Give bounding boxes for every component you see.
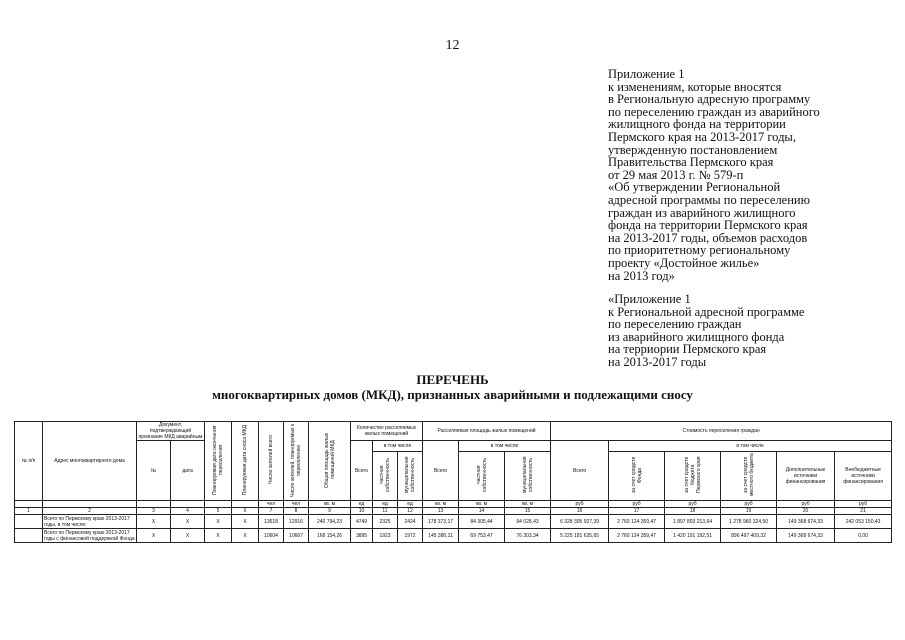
col-number: 3 [137, 508, 171, 515]
table-cell: 1972 [398, 529, 423, 543]
table-cell: 69 753,47 [459, 529, 505, 543]
header-local: за счет средств местного бюджета [721, 452, 777, 501]
header-document: Документ, подтверждающий признание МКД аварийным [138, 422, 203, 440]
appendix-line: в Региональную адресную программу [608, 92, 811, 107]
table-cell: 76 303,34 [505, 529, 551, 543]
title-line-1: ПЕРЕЧЕНЬ [416, 372, 489, 387]
table-cell: 2325 [373, 515, 398, 529]
col-number: 5 [205, 508, 232, 515]
title-line-2: многоквартирных домов (МКД), признанных аварийными и подлежащими сносу [212, 387, 693, 402]
header-cost: Стоимость переселения граждан [551, 422, 892, 441]
table-cell: X [171, 515, 205, 529]
unit-cell: руб [551, 501, 609, 508]
table-cell: 896 497 409,32 [721, 529, 777, 543]
header-doc-no: № [137, 441, 171, 501]
table-cell: 84 305,44 [459, 515, 505, 529]
unit-cell: чел [259, 501, 284, 508]
appendix-line: на терриории Пермского края [608, 342, 767, 357]
table-cell: X [171, 529, 205, 543]
appendix-line: жилищного фонда на территории [608, 117, 786, 132]
page-number: 12 [445, 38, 460, 53]
appendix-line: граждан из аварийного жилищного [608, 205, 796, 220]
col-number: 18 [665, 508, 721, 515]
appendix-line: к Региональной адресной программе [608, 304, 805, 319]
col-number: 14 [459, 508, 505, 515]
table-row [15, 515, 892, 529]
unit-cell: ед [351, 501, 373, 508]
header-area: Общая площадь жилых помещений МКД [309, 422, 351, 501]
col-number: 17 [609, 508, 665, 515]
table-cell: 0,00 [835, 529, 892, 543]
unit-cell [137, 501, 171, 508]
header-area-municipal: муниципальная собственность [505, 452, 551, 501]
header-doc-date: дата [171, 441, 205, 501]
appendix-line: Приложение 1 [608, 67, 685, 81]
header-rooms-private: частная собственность [373, 452, 398, 501]
table-cell: 1 420 191 192,51 [665, 529, 721, 543]
table-row [15, 529, 892, 543]
header-additional: Дополнительные источники финансирования [777, 452, 835, 501]
appendix-line: на 2013 год» [608, 268, 675, 283]
unit-cell: чел [284, 501, 309, 508]
header-rooms-municipal: муниципальная собственность [398, 452, 423, 501]
appendix-line: от 29 мая 2013 г. № 579-п [608, 167, 744, 182]
header-rooms: Количество расселяемых жилых помещений [351, 422, 423, 441]
header-regional: за счет средств бюджета Пермского края [665, 452, 721, 501]
appendix-line: Пермского края на 2013-2017 годы, [608, 129, 796, 144]
header-area-incl: в том числе [459, 441, 551, 452]
table-cell: 178 373,17 [423, 515, 459, 529]
unit-cell: ед [373, 501, 398, 508]
header-no: № п/п [15, 422, 43, 501]
unit-cell: кв. м [423, 501, 459, 508]
table-cell: 149 368 674,33 [777, 515, 835, 529]
col-number: 9 [309, 508, 351, 515]
appendix-block [608, 68, 898, 369]
col-number: 20 [777, 508, 835, 515]
appendix-line: Правительства Пермского края [608, 155, 774, 170]
table-cell [15, 529, 43, 543]
header-plan-relocation: Планируемая дата окончания переселения [205, 422, 232, 501]
table-cell: 240 794,23 [309, 515, 351, 529]
appendix-line: по переселению граждан из аварийного [608, 104, 820, 119]
unit-cell: ед [398, 501, 423, 508]
header-address: Адрес многоквартирного дома [43, 422, 137, 501]
appendix-line: по приоритетному региональному [608, 243, 791, 258]
col-number: 1 [15, 508, 43, 515]
col-number: 2 [43, 508, 137, 515]
header-fund: за счет средств Фонда [609, 452, 665, 501]
header-relocated: Число жителей, планируемых к переселению [284, 422, 309, 501]
unit-cell: руб [721, 501, 777, 508]
unit-cell: кв. м [459, 501, 505, 508]
appendix-line: к изменениям, которые вносятся [608, 79, 782, 94]
col-number: 7 [259, 508, 284, 515]
table-cell: 242 053 150,43 [835, 515, 892, 529]
table-cell: 12916 [284, 515, 309, 529]
unit-cell [171, 501, 205, 508]
table-cell: X [232, 529, 259, 543]
col-number: 6 [232, 508, 259, 515]
table-cell: 2 760 124 359,47 [609, 529, 665, 543]
header-rooms-incl: в том числе [373, 441, 423, 452]
unit-cell: руб [665, 501, 721, 508]
table-cell: 2424 [398, 515, 423, 529]
table-cell: 10604 [259, 529, 284, 543]
unit-cell [232, 501, 259, 508]
col-number: 16 [551, 508, 609, 515]
table-cell: 3895 [351, 529, 373, 543]
table-cell: X [205, 529, 232, 543]
col-number: 11 [373, 508, 398, 515]
header-rooms-total: Всего [351, 441, 373, 501]
table-cell: 168 154,26 [309, 529, 351, 543]
table-cell: 145 380,11 [423, 529, 459, 543]
header-area-total: Всего [423, 441, 459, 501]
appendix-line: проекту «Достойное жилье» [608, 255, 760, 270]
col-number: 12 [398, 508, 423, 515]
appendix-line: «Об утверждении Региональной [608, 180, 781, 195]
unit-cell [43, 501, 137, 508]
col-number: 13 [423, 508, 459, 515]
header-area-private: частная собственность [459, 452, 505, 501]
table-cell: X [232, 515, 259, 529]
mkd-table [14, 421, 892, 543]
unit-cell: руб [835, 501, 892, 508]
table-cell: 2 760 124 359,47 [609, 515, 665, 529]
header-extrabudget: Внебюджетные источники финансирования [835, 452, 892, 501]
table-cell: Всего по Пермскому краю 2013-2017 годы с финансовой поддержкой Фонда [44, 529, 135, 542]
table-cell: 5 225 181 635,65 [551, 529, 609, 543]
header-plan-demolition: Планируемая дата сноса МКД [232, 422, 259, 501]
table-cell: 1923 [373, 529, 398, 543]
table-cell: 10667 [284, 529, 309, 543]
appendix-line: по переселению граждан [608, 317, 742, 332]
appendix-line: из аварийного жилищного фонда [608, 329, 785, 344]
appendix-line: «Приложение 1 [608, 292, 691, 307]
unit-cell: руб [777, 501, 835, 508]
appendix-line: на 2013-2017 годы, объемов расходов [608, 230, 808, 245]
table-cell: 149 368 674,33 [777, 529, 835, 543]
header-cost-total: Всего [551, 441, 609, 501]
table-cell: X [137, 529, 171, 543]
header-cost-incl: в том числе [609, 441, 892, 452]
table-cell: X [137, 515, 171, 529]
table-cell: Всего по Пермскому краю 2013-2017 годы, в том числе: [43, 515, 137, 529]
units-row [15, 501, 892, 508]
col-number: 15 [505, 508, 551, 515]
header-area-res: Расселяемая площадь жилых помещений [423, 422, 551, 441]
table-cell: 94 028,43 [505, 515, 551, 529]
table-cell [15, 515, 43, 529]
unit-cell: кв. м [505, 501, 551, 508]
document-title [0, 372, 905, 402]
table-cell: 6 328 305 927,39 [551, 515, 609, 529]
table-cell: X [205, 515, 232, 529]
column-number-row [15, 508, 892, 515]
col-number: 21 [835, 508, 892, 515]
col-number: 10 [351, 508, 373, 515]
table-cell: 1 897 803 213,64 [665, 515, 721, 529]
table-cell: 13618 [259, 515, 284, 529]
appendix-line: на 2013-2017 годы [608, 355, 707, 370]
header-residents: Число жителей всего [259, 422, 284, 501]
col-number: 19 [721, 508, 777, 515]
appendix-line: адресной программы по переселению [608, 192, 810, 207]
unit-cell: руб [609, 501, 665, 508]
table-cell: 4749 [351, 515, 373, 529]
unit-cell [205, 501, 232, 508]
appendix-line: утвержденную постановлением [608, 142, 778, 157]
unit-cell: кв. м [309, 501, 351, 508]
col-number: 4 [171, 508, 205, 515]
appendix-line: фонда на территории Пермского края [608, 218, 808, 233]
col-number: 8 [284, 508, 309, 515]
unit-cell [15, 501, 43, 508]
table-cell: 1 278 960 324,50 [721, 515, 777, 529]
